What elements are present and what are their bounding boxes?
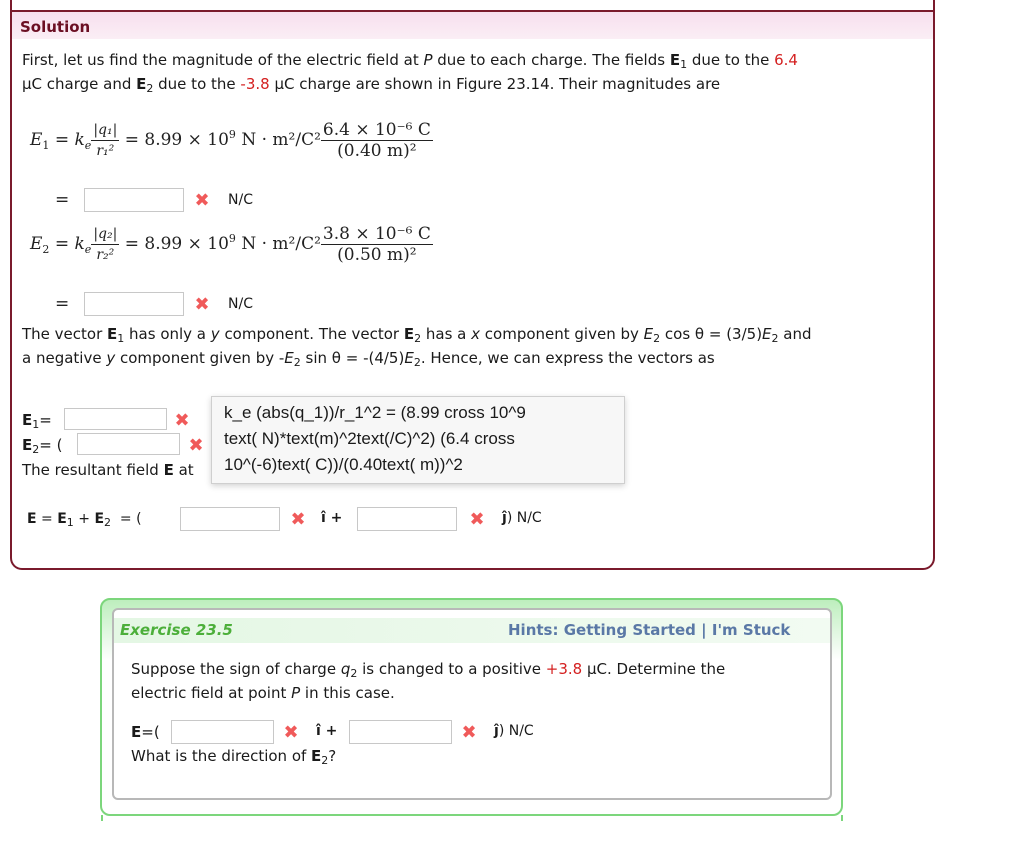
charge-q2-value: -3.8 <box>240 75 270 93</box>
hint-getting-started-link[interactable]: Getting Started <box>563 621 696 639</box>
e1-unit: N/C <box>228 192 253 208</box>
resultant-sum-label: $E = E_1 + E_2$ = ( <box>27 511 142 529</box>
wrong-mark-icon: ✖ <box>469 509 485 530</box>
e2-vector-x-input[interactable] <box>77 433 180 455</box>
panel-edge <box>101 815 103 821</box>
wrong-mark-icon: ✖ <box>174 410 190 431</box>
wrong-mark-icon: ✖ <box>461 722 477 743</box>
vector-components-text: The vector $E_1$ has only a y component. The vector $E_2$ has a x component given by $E_2$ $\cos \theta = (3/5)E_2$ and a negative y component given by $-E_2$ $\sin \theta = -(4/5)E_2$. Hence, we can express the vectors as <box>22 325 812 369</box>
direction-question: What is the direction of $E_2$? <box>131 747 337 767</box>
new-charge-value: +3.8 <box>545 660 583 678</box>
wrong-mark-icon: ✖ <box>194 190 210 211</box>
resultant-y-input[interactable] <box>357 507 457 531</box>
solution-header: Solution <box>12 12 933 39</box>
wrong-mark-icon: ✖ <box>188 435 204 456</box>
j-hat-unit: ĵ) N/C <box>494 723 534 739</box>
i-hat-label: î + <box>321 510 343 526</box>
panel-edge <box>841 815 843 821</box>
e2-unit: N/C <box>228 296 253 312</box>
formula-tooltip <box>211 396 625 484</box>
equals-sign: = <box>55 294 70 314</box>
tooltip-line: text( N)*text(m)^2text(/C)^2) (6.4 cross <box>224 429 515 448</box>
e2-vector-label: $E_2=$ ( <box>22 436 63 456</box>
exercise-x-input[interactable] <box>171 720 274 744</box>
wrong-mark-icon: ✖ <box>283 722 299 743</box>
solution-intro: First, let us find the magnitude of the electric field at P due to each charge. The fields $E_1$ due to the 6.4 μC charge and $E_2$ due to the -3.8 μC charge are shown in Figure 23.14. Their magnitudes are <box>22 51 798 95</box>
hint-separator: | <box>701 621 707 639</box>
j-hat-unit: ĵ) N/C <box>502 510 542 526</box>
tooltip-line: k_e (abs(q_1))/r_1^2 = (8.99 cross 10^9 <box>224 403 526 422</box>
exercise-title: Exercise 23.5 <box>120 621 233 639</box>
e1-vector-input[interactable] <box>64 408 167 430</box>
wrong-mark-icon: ✖ <box>290 509 306 530</box>
hint-im-stuck-link[interactable]: I'm Stuck <box>711 621 791 639</box>
resultant-x-input[interactable] <box>180 507 280 531</box>
charge-q1-value: 6.4 <box>774 51 798 69</box>
hints-bar <box>508 621 790 639</box>
equals-sign: = <box>55 190 70 210</box>
i-hat-label: î + <box>316 723 338 739</box>
e2-magnitude-input[interactable] <box>84 292 184 316</box>
tooltip-line: 10^(-6)text( C))/(0.40text( m))^2 <box>224 455 463 474</box>
e1-vector-label: $E_1=$ <box>22 411 52 431</box>
resultant-field-text: The resultant field E at <box>22 461 194 479</box>
equation-e2: $E_2 = k_e$ $\frac{\text{|q₂|}}{\text{r₂²}}$ = $8.99 \times 10^9$ N · m²/C² $\frac{\text{3.8 × 10⁻⁶ C}}{\text{(0.50 m)²}}$ <box>30 224 431 265</box>
exercise-e-label: E=( <box>131 723 160 741</box>
exercise-y-input[interactable] <box>349 720 452 744</box>
equation-e1: $E_1 = k_e$ $\frac{\text{|q₁|}}{\text{r₁²}}$ = $8.99 \times 10^9$ N · m²/C² $\frac{\text{6.4 × 10⁻⁶ C}}{\text{(0.40 m)²}}$ <box>30 120 431 161</box>
wrong-mark-icon: ✖ <box>194 294 210 315</box>
hints-label: Hints: <box>508 621 559 639</box>
exercise-question: Suppose the sign of charge $q_2$ is changed to a positive +3.8 μC. Determine the electric field at point P in this case. <box>131 660 726 702</box>
e1-magnitude-input[interactable] <box>84 188 184 212</box>
